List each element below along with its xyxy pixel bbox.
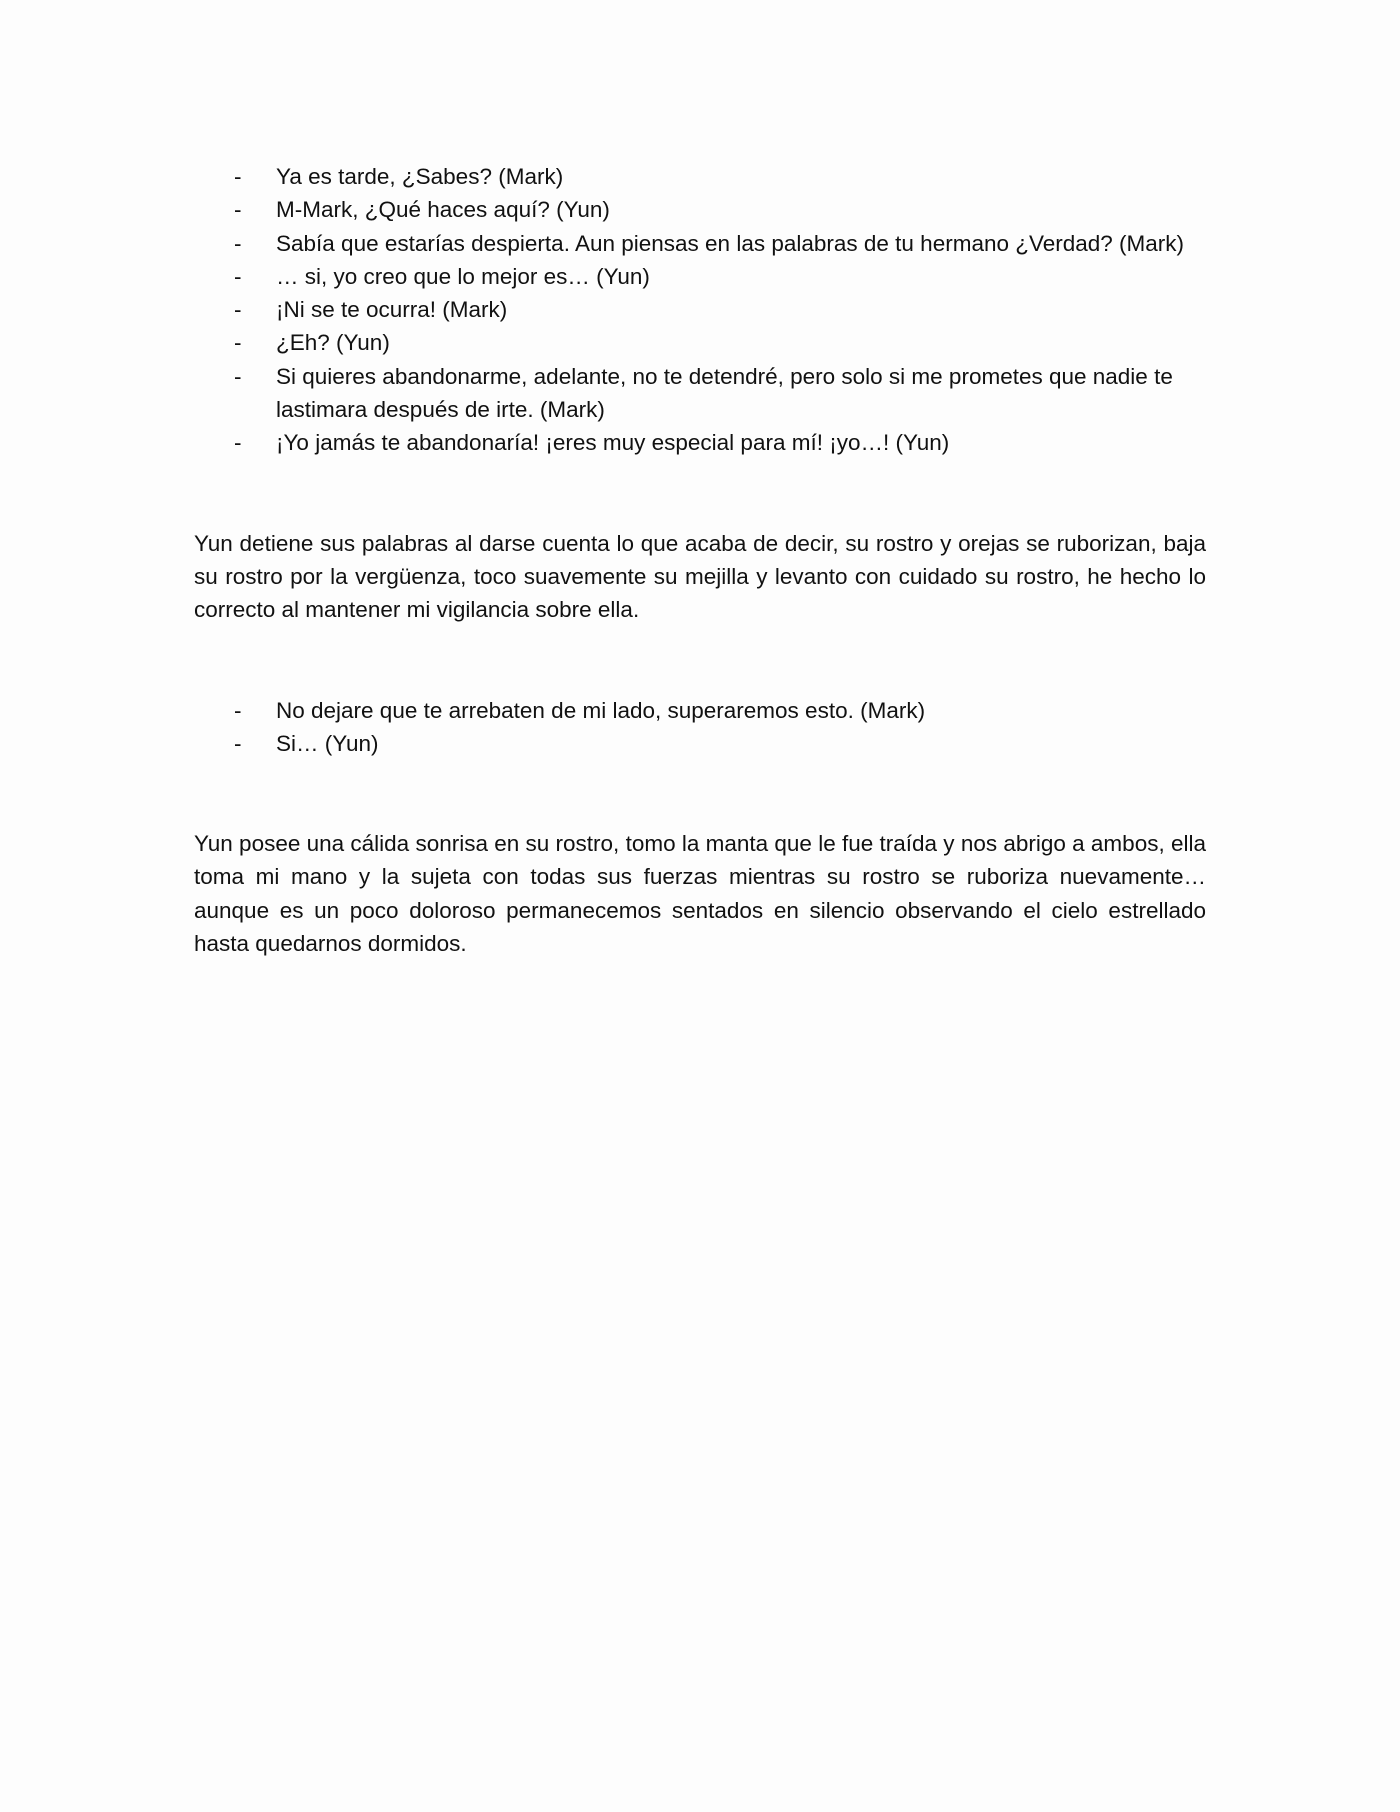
dialogue-text: ¡Ni se te ocurra! (Mark) — [276, 297, 508, 323]
spacer — [194, 760, 1206, 827]
narrative-paragraph-2: Yun posee una cálida sonrisa en su rostro, tomo la manta que le fue traída y nos abrigo a ambos, ella toma mi mano y la sujeta con todas sus fuerzas mientras su rostro se ruboriza nuevamente… aunque es un poco doloroso permanecemos sentados en silencio observando el cielo estrellado hasta quedarnos dormidos. — [194, 831, 1206, 957]
dialogue-line — [194, 326, 1206, 359]
dialogue-line — [194, 293, 1206, 326]
dialogue-text: No dejare que te arrebaten de mi lado, superaremos esto. (Mark) — [276, 697, 926, 723]
dash-bullet: - — [234, 363, 242, 389]
page-content — [194, 160, 1206, 960]
dialogue-line — [194, 260, 1206, 293]
dash-bullet: - — [234, 697, 242, 723]
dash-bullet: - — [234, 263, 242, 289]
dialogue-line — [194, 426, 1206, 459]
dialogue-line — [194, 193, 1206, 226]
dash-bullet: - — [234, 197, 242, 223]
dash-bullet: - — [234, 297, 242, 323]
narrative-paragraph-1: Yun detiene sus palabras al darse cuenta lo que acaba de decir, su rostro y orejas se ruborizan, baja su rostro por la vergüenza, toco suavemente su mejilla y levanto con cuidado su rostro, he hecho lo correcto al mantener mi vigilancia sobre ella. — [194, 530, 1206, 623]
dialogue-text: … si, yo creo que lo mejor es… (Yun) — [276, 263, 650, 289]
dialogue-line — [194, 694, 1206, 727]
dash-bullet: - — [234, 730, 242, 756]
spacer — [194, 627, 1206, 694]
dialogue-list-1 — [194, 160, 1206, 460]
dialogue-line — [194, 227, 1206, 260]
dialogue-text: ¡Yo jamás te abandonaría! ¡eres muy especial para mí! ¡yo…! (Yun) — [276, 430, 950, 456]
dash-bullet: - — [234, 164, 242, 189]
dialogue-line — [194, 360, 1206, 427]
dialogue-line — [194, 160, 1206, 193]
dialogue-text: Si… (Yun) — [276, 730, 379, 756]
dialogue-text: ¿Eh? (Yun) — [276, 330, 390, 356]
dialogue-text: Si quieres abandonarme, adelante, no te detendré, pero solo si me prometes que nadie te lastimara después de irte. (Mark) — [276, 363, 1173, 423]
dialogue-text: M-Mark, ¿Qué haces aquí? (Yun) — [276, 197, 610, 223]
dialogue-text: Sabía que estarías despierta. Aun piensas en las palabras de tu hermano ¿Verdad? (Mark) — [276, 230, 1185, 256]
dash-bullet: - — [234, 330, 242, 356]
dialogue-line — [194, 727, 1206, 760]
spacer — [194, 460, 1206, 527]
dialogue-list-2 — [194, 694, 1206, 761]
dialogue-text: Ya es tarde, ¿Sabes? (Mark) — [276, 164, 564, 189]
dash-bullet: - — [234, 430, 242, 456]
dash-bullet: - — [234, 230, 242, 256]
